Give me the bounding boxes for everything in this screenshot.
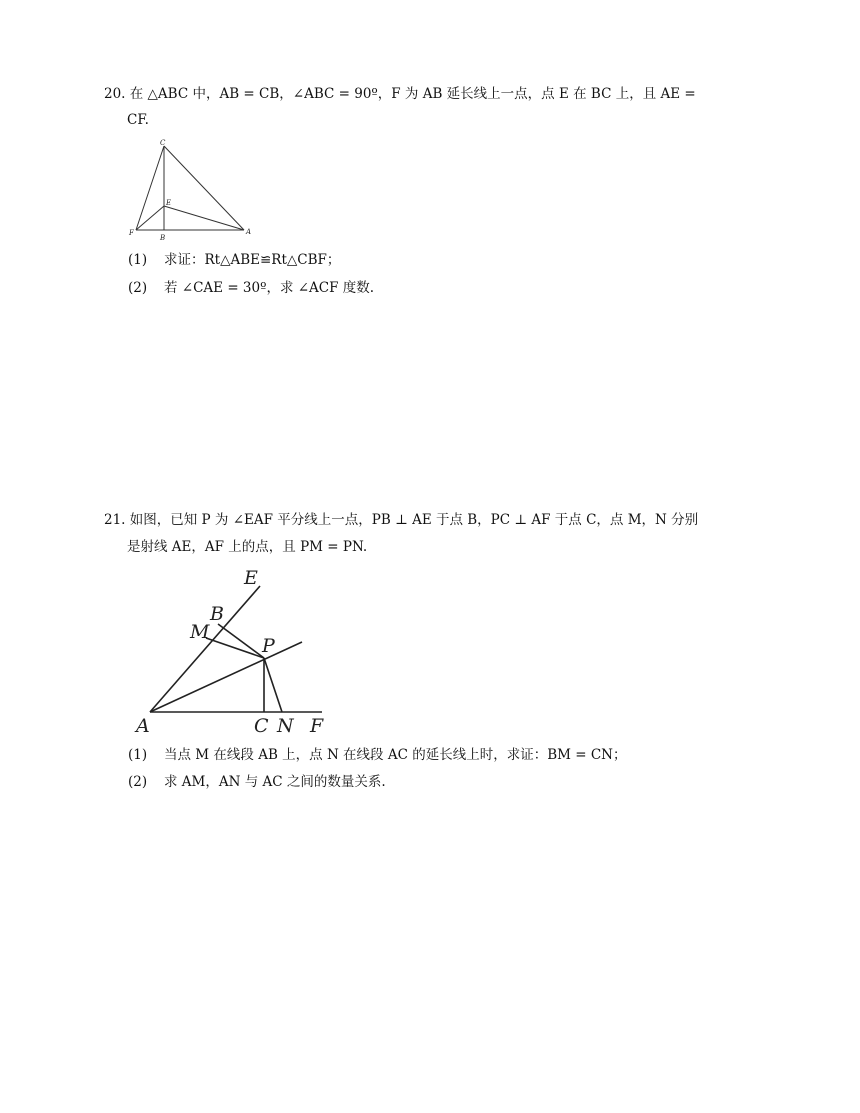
- q21-label-P: P: [262, 635, 275, 657]
- q21-label-C: C: [254, 715, 269, 737]
- q20-label-A: A: [246, 228, 252, 236]
- q20-stem-line2: CF.: [127, 112, 149, 128]
- q21-part1-text: 当点 M 在线段 AB 上，点 N 在线段 AC 的延长线上时，求证：BM = CN；: [164, 747, 627, 763]
- q20-label-E: E: [166, 199, 172, 207]
- q20-part2-num: (2): [128, 280, 148, 296]
- q21-part2: [128, 772, 386, 792]
- q21-part2-num: (2): [128, 774, 148, 790]
- q20-label-B: B: [160, 234, 166, 242]
- q21-label-B: B: [210, 603, 224, 625]
- q21-part1: [128, 745, 627, 765]
- q20-part1-text: 求证：Rt△ABE≌Rt△CBF；: [164, 252, 341, 268]
- q20-label-C: C: [160, 139, 166, 147]
- q20-part1-num: (1): [128, 252, 148, 268]
- q20-part2: [128, 278, 374, 298]
- q20-stem-line1: 20. 在 △ABC 中，AB = CB，∠ABC = 90º，F 为 AB 延长线上一点，点 E 在 BC 上，且 AE =: [104, 86, 696, 102]
- q21-part1-num: (1): [128, 747, 148, 763]
- q21-label-F: F: [310, 715, 324, 737]
- q21-stem-line1: 21. 如图，已知 P 为 ∠EAF 平分线上一点，PB ⊥ AE 于点 B，PC ⊥ AF 于点 C，点 M，N 分别: [104, 512, 699, 528]
- q21-label-M: M: [190, 621, 210, 643]
- q21-label-A: A: [136, 715, 150, 737]
- q20-figure: [124, 136, 260, 244]
- q21-stem-line2: 是射线 AE，AF 上的点，且 PM = PN.: [127, 539, 368, 555]
- q21-label-N: N: [277, 715, 294, 737]
- q20-label-F: F: [129, 229, 134, 237]
- q20-part1: [128, 250, 340, 270]
- q20-part2-text: 若 ∠CAE = 30º，求 ∠ACF 度数.: [164, 280, 375, 296]
- q21-part2-text: 求 AM，AN 与 AC 之间的数量关系.: [164, 774, 386, 790]
- q21-label-E: E: [244, 567, 258, 589]
- q21-figure: [130, 562, 340, 740]
